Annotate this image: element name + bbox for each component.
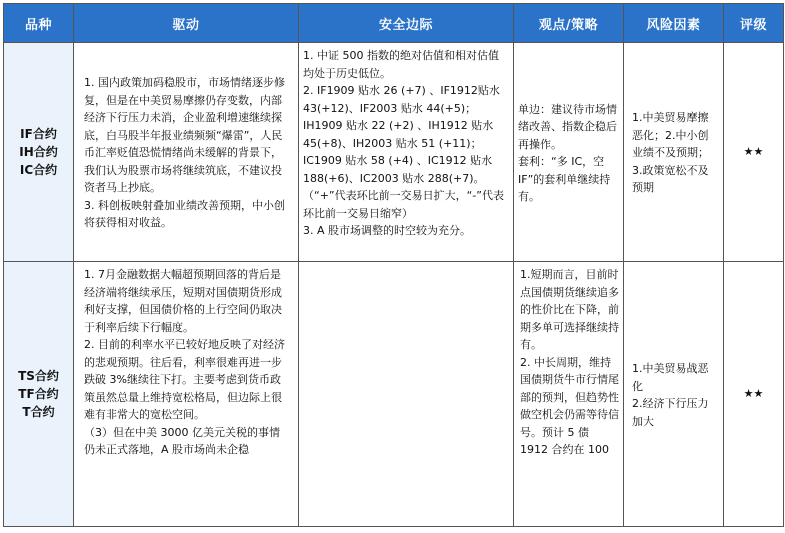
futures-strategy-table [3,3,784,527]
product-cell [4,43,74,262]
driver-point: 1. 国内政策加码稳股市，市场情绪逐步修复，但是在中美贸易摩擦仍存变数，内部经济下行压力未消，企业盈利增速继续探底，白马股半年报业绩频频“爆雷”，人民币汇率贬值恐慌情绪尚未缓解的背景下，我们认为股票市场将继续筑底，不建议投资者马上抄底。 [84,76,285,195]
safety-point: 3. A 股市场调整的时空较为充分。 [303,224,472,237]
risk-point: 3.政策宽松不及预期 [632,163,709,195]
driver-point: 1. 7月金融数据大幅超预期回落的背后是经济端将继续承压，短期对国债期货形成利好支撑，但国债价格的上行空间仍取决于利率后续下行幅度。 [84,268,282,334]
safety-point: 1. 中证 500 指数的绝对估值和相对估值均处于历史低位。 [303,49,499,80]
risk-point: 2.经济下行压力加大 [632,397,709,428]
drivers-cell [74,262,299,527]
table-row [4,43,784,262]
header-rating: 评级 [724,4,784,43]
risk-cell [624,43,724,262]
header-safety-margin: 安全边际 [299,4,514,43]
driver-point: （3）但在中美 3000 亿美元关税的事情仍未正式落地，A 股市场尚未企稳 [84,425,280,456]
product-name: IC合约 [19,163,58,177]
product-name: IF合约 [20,127,57,141]
safety-cell [299,43,514,262]
header-row [4,4,784,43]
header-risk: 风险因素 [624,4,724,43]
table-row [4,262,784,527]
rating-cell: ★★ [724,262,784,527]
strategy-cell [514,262,624,527]
header-product: 品种 [4,4,74,43]
driver-point: 3. 科创板映射叠加业绩改善预期，中小创将获得相对收益。 [84,198,285,230]
safety-cell [299,262,514,527]
strategy-point: 1.短期而言，目前时点国债期货继续追多的性价比在下降，前期多单可选择继续持有。 [520,268,619,351]
strategy-cell [514,43,624,262]
header-drivers: 驱动 [74,4,299,43]
drivers-cell [74,43,299,262]
product-name: T合约 [22,405,55,419]
safety-point: 2. IF1909 贴水 26 (+7) 、IF1912贴水43(+12)、IF2003 贴水 44(+5)；IH1909 贴水 22 (+2) 、IH1912 贴水 45(+8)、IH2003 贴水 51 (+11)；IC1909 贴水 58 (+4) 、IC1912 贴水 188(+6)、IC2003 贴水 288(+7)。（“+”代表环比前一交易日扩大，“-”代表环比前一交易日缩窄） [303,84,504,220]
rating-cell: ★★ [724,43,784,262]
driver-point: 2. 目前的利率水平已较好地反映了对经济的悲观预期。往后看，利率很难再进一步跌破 3%继续往下打。主要考虑到货币政策虽然总量上维持宽松格局，但边际上很难有非常大的宽松空间。 [84,338,285,421]
header-strategy: 观点/策略 [514,4,624,43]
strategy-point: 套利：“多 IC，空 IF”的套利单继续持有。 [518,155,611,203]
product-cell [4,262,74,527]
product-name: TS合约 [18,369,59,383]
strategy-point: 单边：建议待市场情绪改善、指数企稳后再操作。 [518,102,617,151]
risk-point: 1.中美贸易战恶化 [632,362,709,393]
strategy-point: 2. 中长周期，维持国债期货牛市行情尾部的预判，但趋势性做空机会仍需等待信号。预计 5 债 1912 合约在 100 [520,355,619,456]
product-name: IH合约 [19,145,58,159]
risk-cell [624,262,724,527]
product-name: TF合约 [18,387,59,401]
risk-point: 1.中美贸易摩擦恶化；2.中小创业绩不及预期； [632,111,709,160]
